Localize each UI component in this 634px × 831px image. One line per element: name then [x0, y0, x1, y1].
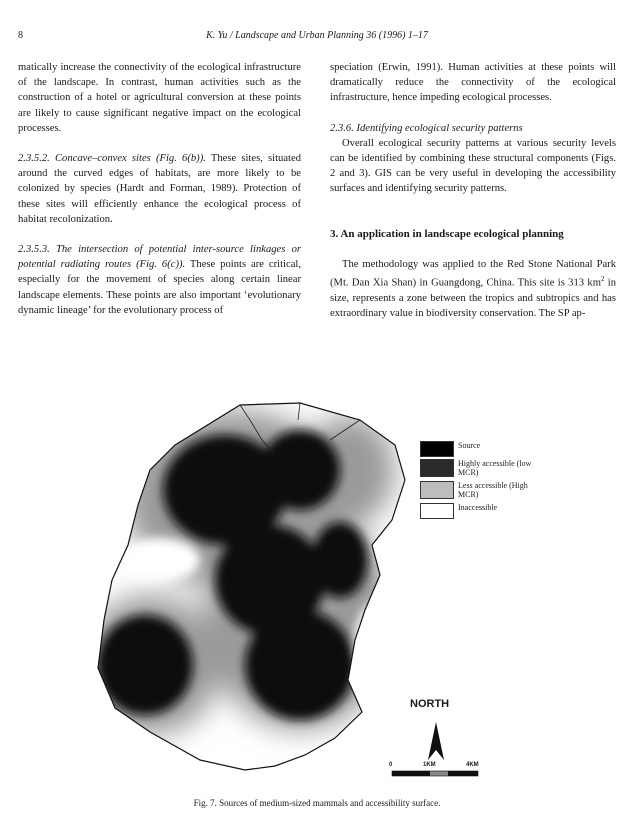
section-text-3-a: The methodology was applied to the Red Stone National Park (Mt. Dan Xia Shan) in Guangdong, China. This site is 313 km	[330, 258, 616, 289]
legend-label: Inaccessible	[458, 503, 498, 512]
section-text-2353: These points are critical, especially for the movement of species along certain linear landscape elements. These points are also important ‘evolutionary dynamic lineage’ for the evolutionary process of	[18, 259, 301, 316]
section-heading-3: 3. An application in landscape ecological planning	[330, 227, 564, 240]
section-text-2352: These sites, situated around the curved edges of habitats, are more likely to be colonized by species (Hardt and Forman, 1989). Protection of these sites will efficiently enhance the ecological process of habitat recolonization.	[18, 153, 301, 225]
scale-bar	[392, 771, 478, 776]
legend-swatch	[420, 441, 454, 457]
scale-label-four: 4KM	[466, 762, 479, 768]
legend-label: Less accessible (High MCR)	[458, 481, 528, 499]
page-number: 8	[18, 30, 23, 41]
running-title: K. Yu / Landscape and Urban Planning 36 (1996) 1–17	[206, 30, 428, 41]
north-arrow-icon	[428, 722, 444, 760]
legend-swatch	[420, 481, 454, 499]
section-heading-2352: 2.3.5.2. Concave–convex sites (Fig. 6(b)).	[18, 153, 206, 165]
north-label: NORTH	[410, 698, 450, 710]
left-column	[18, 60, 301, 318]
legend-label: Highly accessible (low MCR)	[458, 459, 532, 477]
scale-label-one: 1KM	[423, 762, 436, 768]
legend-label: Source	[458, 441, 481, 450]
right-column	[330, 60, 616, 321]
paragraph: speciation (Erwin, 1991). Human activities at these points will dramatically reduce the connectivity of the ecological infrastructure, hence impeding ecological processes.	[330, 62, 616, 104]
legend-swatch	[420, 503, 454, 519]
paragraph: matically increase the connectivity of the ecological infrastructure of the landscape. In contrast, human activities such as the construction of a hotel or agricultural conversion at these points are likely to cause significant negative impact on the ecological processes.	[18, 62, 301, 134]
figure-caption: Fig. 7. Sources of medium-sized mammals and accessibility surface.	[193, 798, 441, 808]
section-text-3-b: in size, represents a zone between the tropics and subtropics and has extraordinary value in biodiversity conservation. The SP ap-	[330, 277, 617, 319]
superscript: 2	[600, 275, 605, 284]
section-heading-2353: 2.3.5.3. The intersection of potential inter-source linkages or potential radiating routes (Fig. 6(c)).	[18, 244, 301, 271]
section-text-3	[330, 257, 616, 321]
legend-swatch	[420, 459, 454, 477]
scale-label-zero: 0	[389, 762, 393, 768]
paragraph-2353	[18, 242, 301, 318]
paragraph-2352	[18, 151, 301, 227]
section-text-236: Overall ecological security patterns at various security levels can be identified by combining these structural components (Figs. 2 and 3). GIS can be very useful in developing the accessibility surfaces and identifying security patterns.	[330, 137, 616, 195]
section-heading-236: 2.3.6. Identifying ecological security patterns	[330, 122, 523, 134]
accessibility-map-figure	[0, 395, 634, 795]
